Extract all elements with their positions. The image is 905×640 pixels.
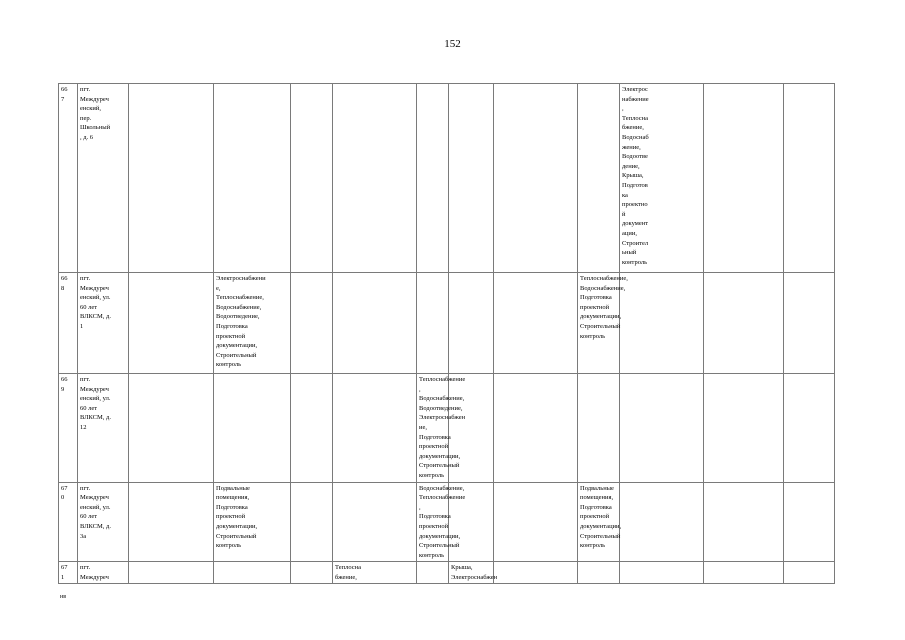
row-number-cell: 66 9 xyxy=(59,374,78,483)
work-type-cell xyxy=(784,374,835,483)
work-type-cell xyxy=(333,482,417,562)
work-type-cell xyxy=(291,482,333,562)
work-type-cell xyxy=(129,562,214,584)
work-type-cell: Крыша, Электроснабжен xyxy=(449,562,494,584)
work-type-cell xyxy=(494,273,578,374)
address-cell: пгт. Междуреч енский, ул. 60 лет ВЛКСМ, д. 3а xyxy=(78,482,129,562)
page-number: 152 xyxy=(444,38,461,50)
work-type-cell xyxy=(417,273,449,374)
work-type-cell: Электроснабжени е, Теплоснабжение, Водоснабжение, Водоотведение, Подготовка проектной документации, Строительный контроль xyxy=(214,273,291,374)
work-type-cell xyxy=(214,562,291,584)
work-type-cell xyxy=(449,273,494,374)
work-type-cell xyxy=(704,562,784,584)
work-type-cell xyxy=(578,374,620,483)
work-type-cell: Теплоснабжение , Водоснабжение, Водоотведение, Электроснабжен ие, Подготовка проектной документации, Строительный контроль xyxy=(417,374,449,483)
work-type-cell: Теплоснабжение, Водоснабжение, Подготовка проектной документации, Строительный контроль xyxy=(578,273,620,374)
work-type-cell: Электрос набжение , Теплосна бжение, Водоснаб жение, Водоотве дение, Крыша, Подготов ка проектно й документ ации, Строител ьный контроль xyxy=(620,84,704,273)
work-type-cell xyxy=(494,84,578,273)
work-type-cell xyxy=(291,374,333,483)
work-type-cell xyxy=(129,374,214,483)
work-type-cell xyxy=(578,84,620,273)
work-type-cell: Подвальные помещения, Подготовка проектной документации, Строительный контроль xyxy=(214,482,291,562)
work-type-cell xyxy=(417,562,449,584)
work-type-cell xyxy=(578,562,620,584)
work-type-cell xyxy=(129,482,214,562)
work-type-cell xyxy=(333,273,417,374)
work-type-cell xyxy=(449,84,494,273)
work-type-cell xyxy=(784,562,835,584)
work-type-cell xyxy=(291,273,333,374)
address-cell: пгт. Междуреч енский, ул. 60 лет ВЛКСМ, д. 1 xyxy=(78,273,129,374)
work-type-cell xyxy=(333,84,417,273)
work-type-cell xyxy=(620,562,704,584)
work-type-cell xyxy=(129,273,214,374)
work-type-cell xyxy=(291,562,333,584)
address-cell: пгт. Междуреч енский, ул. 60 лет ВЛКСМ, д. 12 xyxy=(78,374,129,483)
work-type-cell xyxy=(704,482,784,562)
work-type-cell: Подвальные помещения, Подготовка проектной документации, Строительный контроль xyxy=(578,482,620,562)
table-row xyxy=(59,273,835,374)
work-type-cell xyxy=(333,374,417,483)
row-number-cell: 66 7 xyxy=(59,84,78,273)
work-type-cell xyxy=(417,84,449,273)
work-type-cell xyxy=(620,273,704,374)
work-type-cell xyxy=(620,482,704,562)
work-type-cell xyxy=(784,482,835,562)
table-row xyxy=(59,374,835,483)
address-cell: пгт. Междуреч xyxy=(78,562,129,584)
work-type-cell xyxy=(214,84,291,273)
work-type-cell xyxy=(214,374,291,483)
work-type-cell xyxy=(784,273,835,374)
work-type-cell xyxy=(784,84,835,273)
work-type-cell xyxy=(704,84,784,273)
row-number-cell: 66 8 xyxy=(59,273,78,374)
address-cell: пгт. Междуреч енский, пер. Школьный , д. 6 xyxy=(78,84,129,273)
work-type-cell xyxy=(494,374,578,483)
row-number-cell: 67 1 xyxy=(59,562,78,584)
work-type-cell xyxy=(620,374,704,483)
table-row xyxy=(59,562,835,584)
work-schedule-table xyxy=(58,83,835,584)
footer-mark: нв xyxy=(60,594,67,600)
work-type-cell: Теплосна бжение, xyxy=(333,562,417,584)
work-type-cell xyxy=(704,374,784,483)
work-type-cell xyxy=(494,562,578,584)
work-type-cell xyxy=(494,482,578,562)
work-type-cell xyxy=(129,84,214,273)
work-type-cell xyxy=(291,84,333,273)
row-number-cell: 67 0 xyxy=(59,482,78,562)
work-type-cell xyxy=(704,273,784,374)
table-row xyxy=(59,482,835,562)
work-type-cell: Водоснабжение, Теплоснабжение , Подготовка проектной документации, Строительный контроль xyxy=(417,482,449,562)
table-row xyxy=(59,84,835,273)
